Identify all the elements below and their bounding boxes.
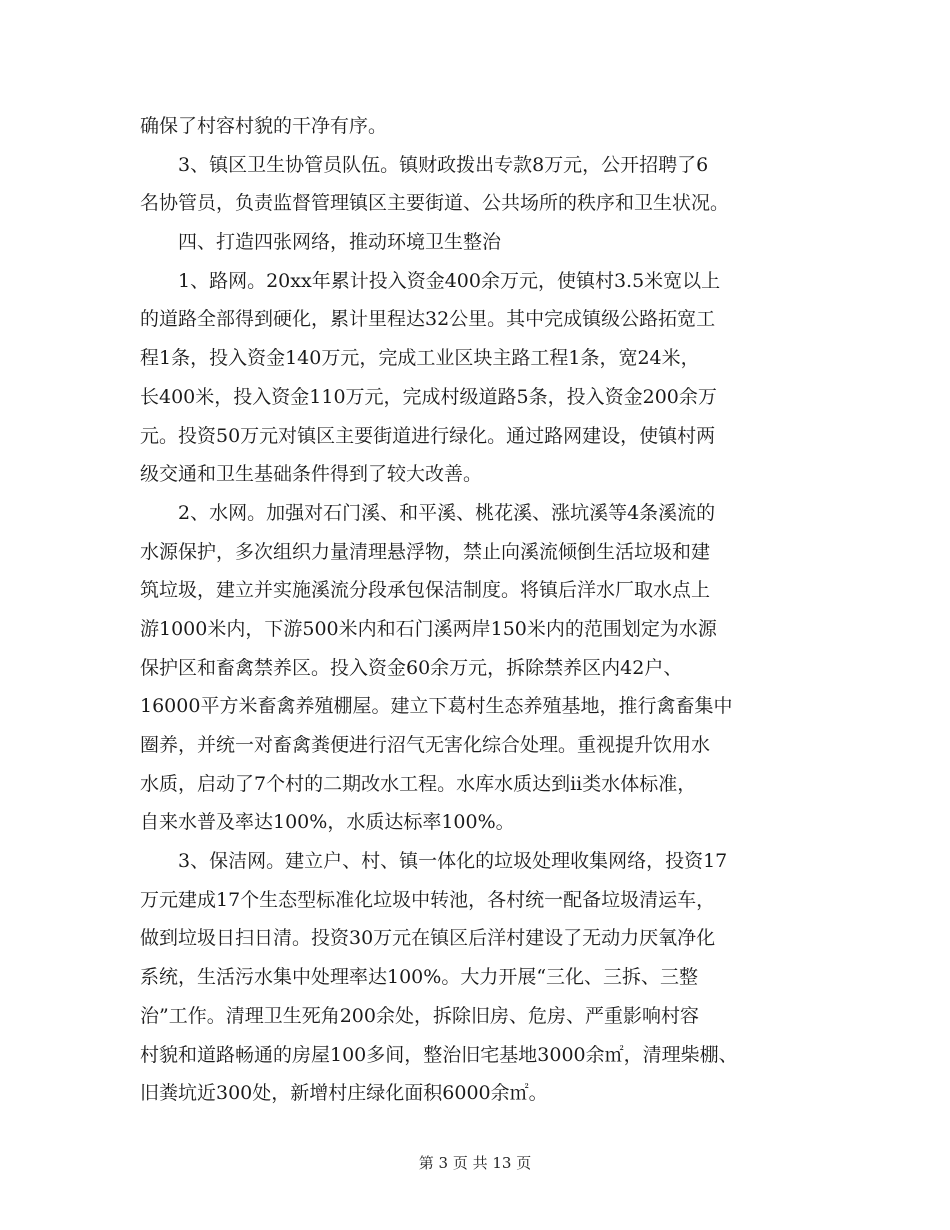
text-line: 筑垃圾，建立并实施溪流分段承包保洁制度。将镇后洋水厂取水点上: [140, 579, 711, 602]
text-line: 做到垃圾日扫日清。投资30万元在镇区后洋村建设了无动力厌氧净化: [140, 927, 716, 950]
text-line: 的道路全部得到硬化，累计里程达32公里。其中完成镇级公路拓宽工: [140, 308, 716, 331]
text-line: 保护区和畜禽禁养区。投入资金60余万元，拆除禁养区内42户、: [140, 656, 683, 679]
text-line: 万元建成17个生态型标准化垃圾中转池，各村统一配备垃圾清运车，: [140, 888, 716, 911]
text-line: 圈养，并统一对畜禽粪便进行沼气无害化综合处理。重视提升饮用水: [140, 734, 711, 756]
text-line: 程1条，投入资金140万元，完成工业区块主路工程1条，宽24米，: [140, 347, 700, 370]
text-line: 3、镇区卫生协管员队伍。镇财政拨出专款8万元，公开招聘了6: [140, 153, 709, 176]
text-line: 长400米，投入资金110万元，完成村级道路5条，投入资金200余万: [140, 385, 717, 408]
text-line: 3、保洁网。建立户、村、镇一体化的垃圾处理收集网络，投资17: [140, 850, 728, 873]
page-footer: 第 3 页 共 13 页: [418, 1154, 532, 1172]
text-line: 四、打造四张网络，推动环境卫生整治: [140, 231, 502, 254]
text-line: 确保了村容村貌的干净有序。: [140, 115, 388, 137]
text-line: 名协管员，负责监督管理镇区主要街道、公共场所的秩序和卫生状况。: [140, 192, 730, 215]
text-line: 治”工作。清理卫生死角200余处，拆除旧房、危房、严重影响村容: [140, 1004, 699, 1027]
text-line: 级交通和卫生基础条件得到了较大改善。: [140, 463, 483, 486]
text-line: 系统，生活污水集中处理率达100%。大力开展“三化、三拆、三整: [140, 966, 699, 989]
document-body: [140, 107, 810, 1113]
text-line: 村貌和道路畅通的房屋100多间，整治旧宅基地3000余㎡，清理柴棚、: [140, 1043, 738, 1066]
text-line: 游1000米内，下游500米内和石门溪两岸150米内的范围划定为水源: [140, 617, 717, 640]
text-line: 水质，启动了7个村的二期改水工程。水库水质达到ii类水体标准，: [140, 772, 697, 795]
text-line: 元。投资50万元对镇区主要街道进行绿化。通过路网建设，使镇村两: [140, 424, 716, 447]
text-line: 旧粪坑近300处，新增村庄绿化面积6000余㎡。: [140, 1082, 548, 1105]
text-line: 1、路网。20xx年累计投入资金400余万元，使镇村3.5米宽以上: [140, 269, 721, 292]
text-line: 水源保护，多次组织力量清理悬浮物，禁止向溪流倾倒生活垃圾和建: [140, 540, 711, 563]
text-line: 16000平方米畜禽养殖棚屋。建立下葛村生态养殖基地，推行禽畜集中: [140, 695, 733, 718]
text-line: 自来水普及率达100%，水质达标率100%。: [140, 811, 515, 834]
text-line: 2、水网。加强对石门溪、和平溪、桃花溪、涨坑溪等4条溪流的: [140, 501, 716, 524]
